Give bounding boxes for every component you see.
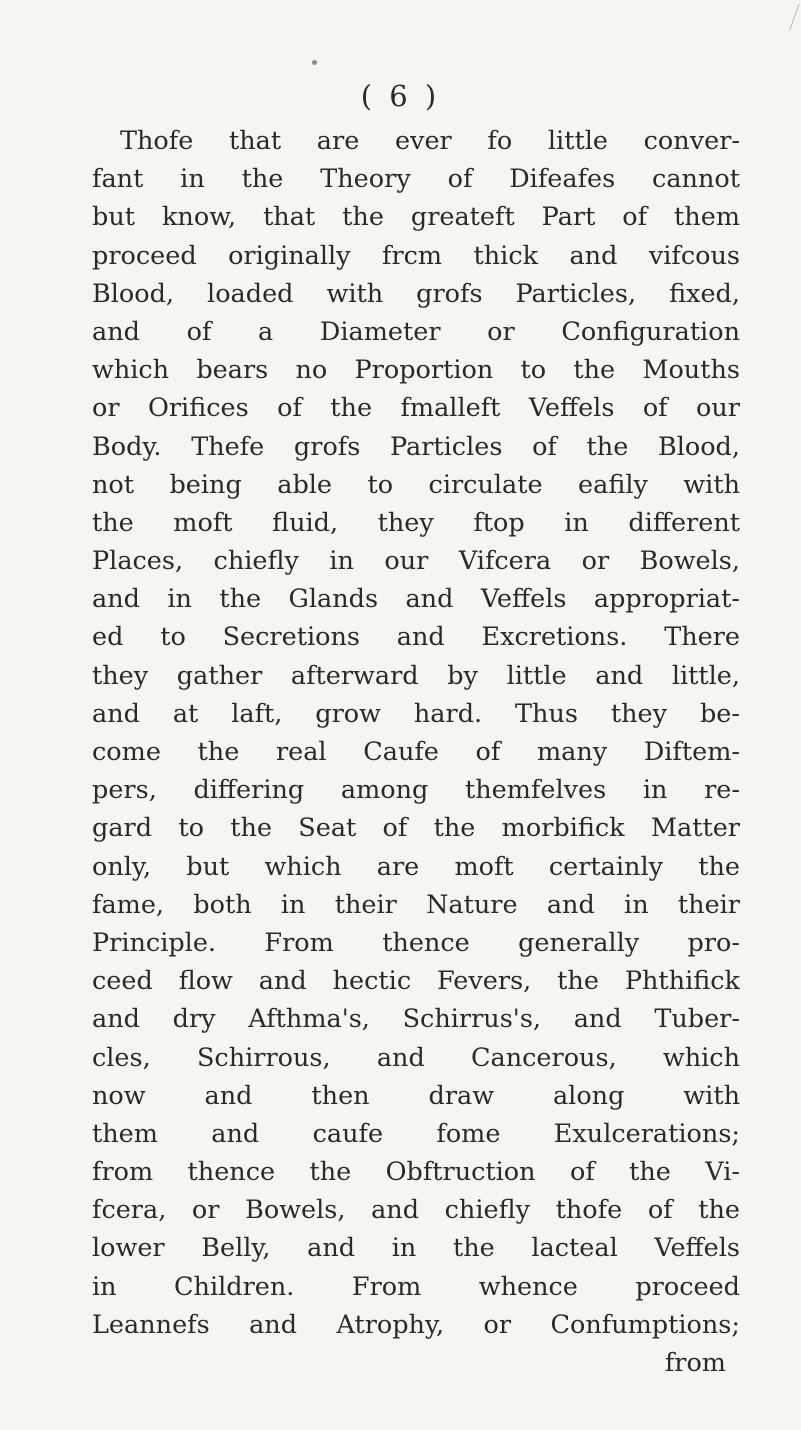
text-line: only, but which are moft certainly the <box>92 851 740 882</box>
text-line: not being able to circulate eafily with <box>92 469 740 500</box>
text-line: but know, that the greateft Part of them <box>92 202 740 233</box>
text-line: lower Belly, and in the lacteal Veffels <box>92 1233 740 1264</box>
text-line: and of a Diameter or Configuration <box>92 316 740 347</box>
ink-speck <box>312 60 317 65</box>
page-corner-mark <box>777 4 799 30</box>
text-line: Blood, loaded with grofs Particles, fixed, <box>92 278 740 309</box>
text-line: Thofe that are ever fo little conver- <box>120 126 740 156</box>
text-line: come the real Caufe of many Diftem- <box>92 737 740 767</box>
text-line: Principle. From thence generally pro- <box>92 927 740 958</box>
text-line: the moft fluid, they ftop in different <box>92 507 740 538</box>
text-line: in Children. From whence proceed <box>92 1271 740 1302</box>
text-line: now and then draw along with <box>92 1080 740 1111</box>
text-line: fame, both in their Nature and in their <box>92 889 740 920</box>
text-line: cles, Schirrous, and Cancerous, which <box>92 1042 740 1073</box>
text-line: fant in the Theory of Difeafes cannot <box>92 164 740 195</box>
text-line: they gather afterward by little and little, <box>92 660 740 691</box>
text-line: pers, differing among themfelves in re- <box>92 775 740 806</box>
text-line: ceed flow and hectic Fevers, the Phthifick <box>92 966 740 997</box>
catchword: from <box>664 1348 726 1378</box>
text-line: Body. Thefe grofs Particles of the Blood, <box>92 431 740 462</box>
text-line: ed to Secretions and Excretions. There <box>92 622 740 653</box>
text-line: and dry Afthma's, Schirrus's, and Tuber- <box>92 1004 740 1035</box>
body-text <box>92 122 740 1382</box>
text-line: Places, chiefly in our Vifcera or Bowels, <box>92 546 740 577</box>
text-line: from thence the Obftruction of the Vi- <box>92 1157 740 1188</box>
text-line: proceed originally frcm thick and vifcous <box>92 240 740 271</box>
text-line: or Orifices of the fmalleft Veffels of our <box>92 393 740 424</box>
text-line: and at laft, grow hard. Thus they be- <box>92 698 740 729</box>
text-line: gard to the Seat of the morbifick Matter <box>92 813 740 844</box>
text-line: and in the Glands and Veffels appropriat- <box>92 584 740 615</box>
text-line: fcera, or Bowels, and chiefly thofe of the <box>92 1195 740 1226</box>
text-line: Leannefs and Atrophy, or Confumptions; <box>92 1309 740 1340</box>
page-number: ( 6 ) <box>360 79 441 113</box>
text-line: which bears no Proportion to the Mouths <box>92 355 740 386</box>
text-line: them and caufe fome Exulcerations; <box>92 1118 740 1149</box>
